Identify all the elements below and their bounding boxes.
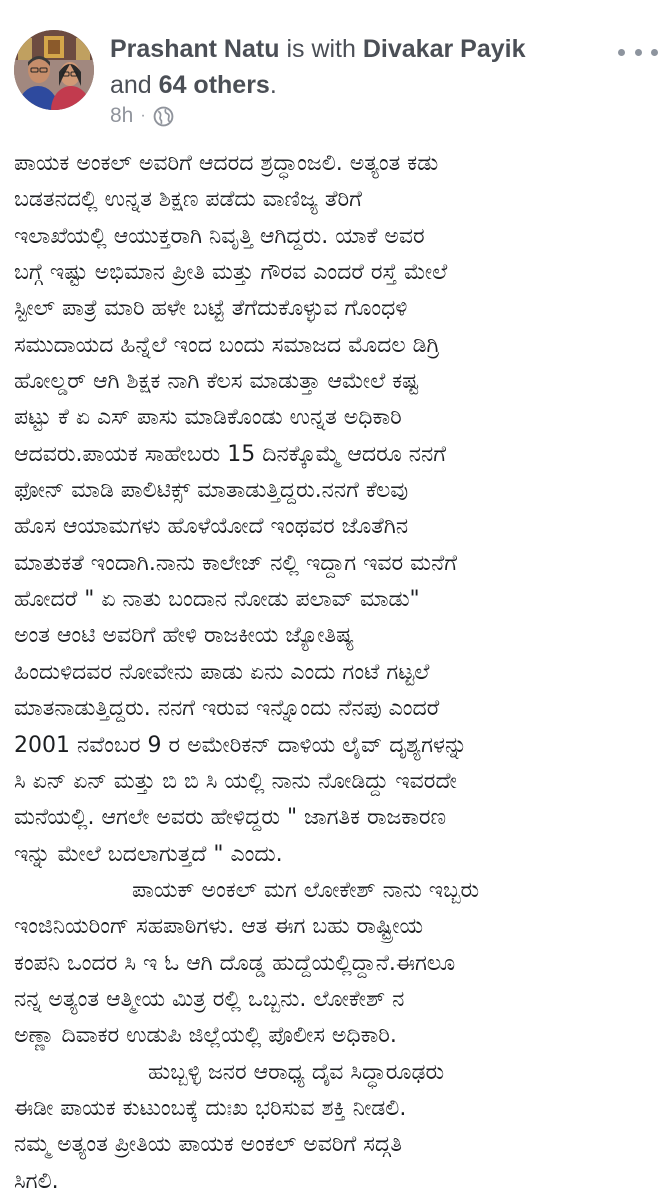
post-body (14, 146, 660, 1200)
post-line: ಅಂತ ಆಂಟಿ ಅವರಿಗೆ ಹೇಳಿ ರಾಜಕೀಯ ಜ್ಯೋತಿಷ್ಯ (14, 623, 355, 649)
post-line: ಪಾಯಕ ಅಂಕಲ್ ಅವರಿಗೆ ಆದರದ ಶ್ರದ್ಧಾಂಜಲಿ. ಅತ್ಯಂತ ಕಡು (14, 151, 439, 176)
header-period: . (269, 71, 277, 99)
post-line: ಫೋನ್ ಮಾಡಿ ಪಾಲಿಟಿಕ್ಸ್ ಮಾತಾಡುತ್ತಿದ್ದರು.ನನಗೆ ಕೆಲವು (14, 478, 409, 504)
post-line: ಪಟ್ಟು ಕೆ ಏ ಎಸ್ ಪಾಸು ಮಾಡಿಕೊಂಡು ಉನ್ನತ ಅಧಿಕಾರಿ (14, 405, 402, 431)
post-line: ಸಮುದಾಯದ ಹಿನ್ನೆಲೆ ಇಂದ ಬಂದು ಸಮಾಜದ ಮೊದಲ ಡಿಗ್ರಿ (14, 332, 440, 358)
post-line: ಇನ್ನು ಮೇಲೆ ಬದಲಾಗುತ್ತದೆ " ಎಂದು. (14, 841, 283, 867)
post-line: ಹೋದರೆ " ಏ ನಾತು ಬಂದಾನ ನೋಡು ಪಲಾವ್ ಮಾಡು" (14, 587, 420, 613)
post-line: ಹೋಲ್ಡರ್ ಆಗಿ ಶಿಕ್ಷಕ ನಾಗಿ ಕೆಲಸ ಮಾಡುತ್ತಾ ಆಮೇಲೆ ಕಷ್ಟ (14, 369, 419, 395)
post-line: ನನ್ನ ಅತ್ಯಂತ ಆತ್ಮೀಯ ಮಿತ್ರ ರಲ್ಲಿ ಒಬ್ಬನು. ಲೋಕೇಶ್ ನ (14, 986, 405, 1012)
avatar[interactable] (14, 30, 94, 110)
post-line: ಆದವರು.ಪಾಯಕ ಸಾಹೇಬರು 15 ದಿನಕ್ಕೊಮ್ಮೆ ಆದರೂ ನನಗೆ (14, 441, 447, 467)
post-line: ಇಂಜಿನಿಯರಿಂಗ್ ಸಹಪಾಠಿಗಳು. ಆತ ಈಗ ಬಹು ರಾಷ್ಟ್ರೀಯ (14, 914, 424, 940)
post-meta (110, 102, 174, 130)
post-line: ಈಡೀ ಪಾಯಕ ಕುಟುಂಬಕ್ಕೆ ದುಃಖ ಭರಿಸುವ ಶಕ್ತಿ ನೀಡಲಿ. (14, 1095, 407, 1121)
avatar-photo (14, 30, 94, 110)
post-header-text (110, 31, 590, 103)
author-name-link[interactable]: Prashant Natu (110, 35, 280, 63)
post-header (0, 0, 668, 140)
tagged-person-link[interactable]: Divakar Payik (362, 35, 526, 63)
post-line: ಹುಬ್ಬಳ್ಳಿ ಜನರ ಆರಾಧ್ಯ ದೈವ ಸಿದ್ಧಾರೂಢರು (148, 1059, 445, 1085)
post-line: ಅಣ್ಣಾ ದಿವಾಕರ ಉಡುಪಿ ಜಿಲ್ಲೆಯಲ್ಲಿ ಪೊಲೀಸ ಅಧಿಕಾರಿ. (14, 1023, 397, 1049)
post-line: ಹೊಸ ಆಯಾಮಗಳು ಹೊಳೆಯೋದೆ ಇಂಥವರ ಜೊತೆಗಿನ (14, 514, 409, 540)
post-line: ಮಾತುಕತೆ ಇಂದಾಗಿ.ನಾನು ಕಾಲೇಜ್ ನಲ್ಲಿ ಇದ್ದಾಗ ಇವರ ಮನೆಗೆ (14, 550, 457, 576)
post-timestamp[interactable]: 8h (110, 104, 134, 127)
post-line: ಮನೆಯಲ್ಲಿ. ಆಗಲೇ ಅವರು ಹೇಳಿದ್ದರು " ಜಾಗತಿಕ ರಾಜಕಾರಣ (14, 805, 447, 831)
post-line: ಹಿಂದುಳಿದವರ ನೋವೇನು ಪಾಡು ಏನು ಎಂದು ಗಂಟೆ ಗಟ್ಟಲೆ (14, 659, 430, 685)
more-horizontal-icon (618, 49, 625, 56)
others-link[interactable]: 64 others (158, 71, 270, 99)
post-line: ಇಲಾಖೆಯಲ್ಲಿ ಆಯುಕ್ತರಾಗಿ ನಿವೃತ್ತಿ ಆಗಿದ್ದರು. ಯಾಕೆ ಅವರ (14, 223, 425, 249)
post-line: ಮಾತನಾಡುತ್ತಿದ್ದರು. ನನಗೆ ಇರುವ ಇನ್ನೊಂದು ನೆನಪು ಎಂದರೆ (14, 696, 440, 722)
post-line: ನಮ್ಮ ಅತ್ಯಂತ ಪ್ರೀತಿಯ ಪಾಯಕ ಅಂಕಲ್ ಅವರಿಗೆ ಸದ್ಗತಿ (14, 1132, 403, 1158)
and-text: and (110, 71, 152, 99)
post-line: 2001 ನವೆಂಬರ 9 ರ ಅಮೇರಿಕನ್ ದಾಳಿಯ ಲೈವ್ ದೃಶ್ಯಗಳನ್ನು (14, 732, 468, 758)
post-line: ಪಾಯಕ್ ಅಂಕಲ್ ಮಗ ಲೋಕೇಶ್ ನಾನು ಇಬ್ಬರು (132, 877, 480, 903)
post-line: ಸಿ ಏನ್ ಏನ್ ಮತ್ತು ಬಿ ಬಿ ಸಿ ಯಲ್ಲಿ ನಾನು ನೋಡಿದ್ದು ಇವರದೇ (14, 768, 457, 794)
globe-icon[interactable] (153, 106, 174, 127)
post-line: ಬಗ್ಗೆ ಇಷ್ಟು ಅಭಿಮಾನ ಪ್ರೀತಿ ಮತ್ತು ಗೌರವ ಎಂದರೆ ರಸ್ತೆ ಮೇಲೆ (14, 260, 448, 286)
post-line: ಕಂಪನಿ ಒಂದರ ಸಿ ಇ ಓ ಆಗಿ ದೊಡ್ಡ ಹುದ್ದೆಯಲ್ಲಿದ್ದಾನೆ.ಈಗಲೂ (14, 950, 456, 976)
more-options-button[interactable] (618, 40, 658, 64)
post-line: ಸಿಗಲಿ. (14, 1168, 59, 1194)
with-text: is with (286, 35, 356, 63)
post-line: ಸ್ಟೀಲ್ ಪಾತ್ರೆ ಮಾರಿ ಹಳೇ ಬಟ್ಟೆ ತೆಗೆದುಕೊಳ್ಳುವ ಗೊಂಧಳಿ (14, 296, 408, 322)
meta-separator: · (140, 107, 146, 124)
post-line: ಬಡತನದಲ್ಲಿ ಉನ್ನತ ಶಿಕ್ಷಣ ಪಡೆದು ವಾಣಿಜ್ಯ ತೆರಿಗೆ (14, 187, 362, 213)
